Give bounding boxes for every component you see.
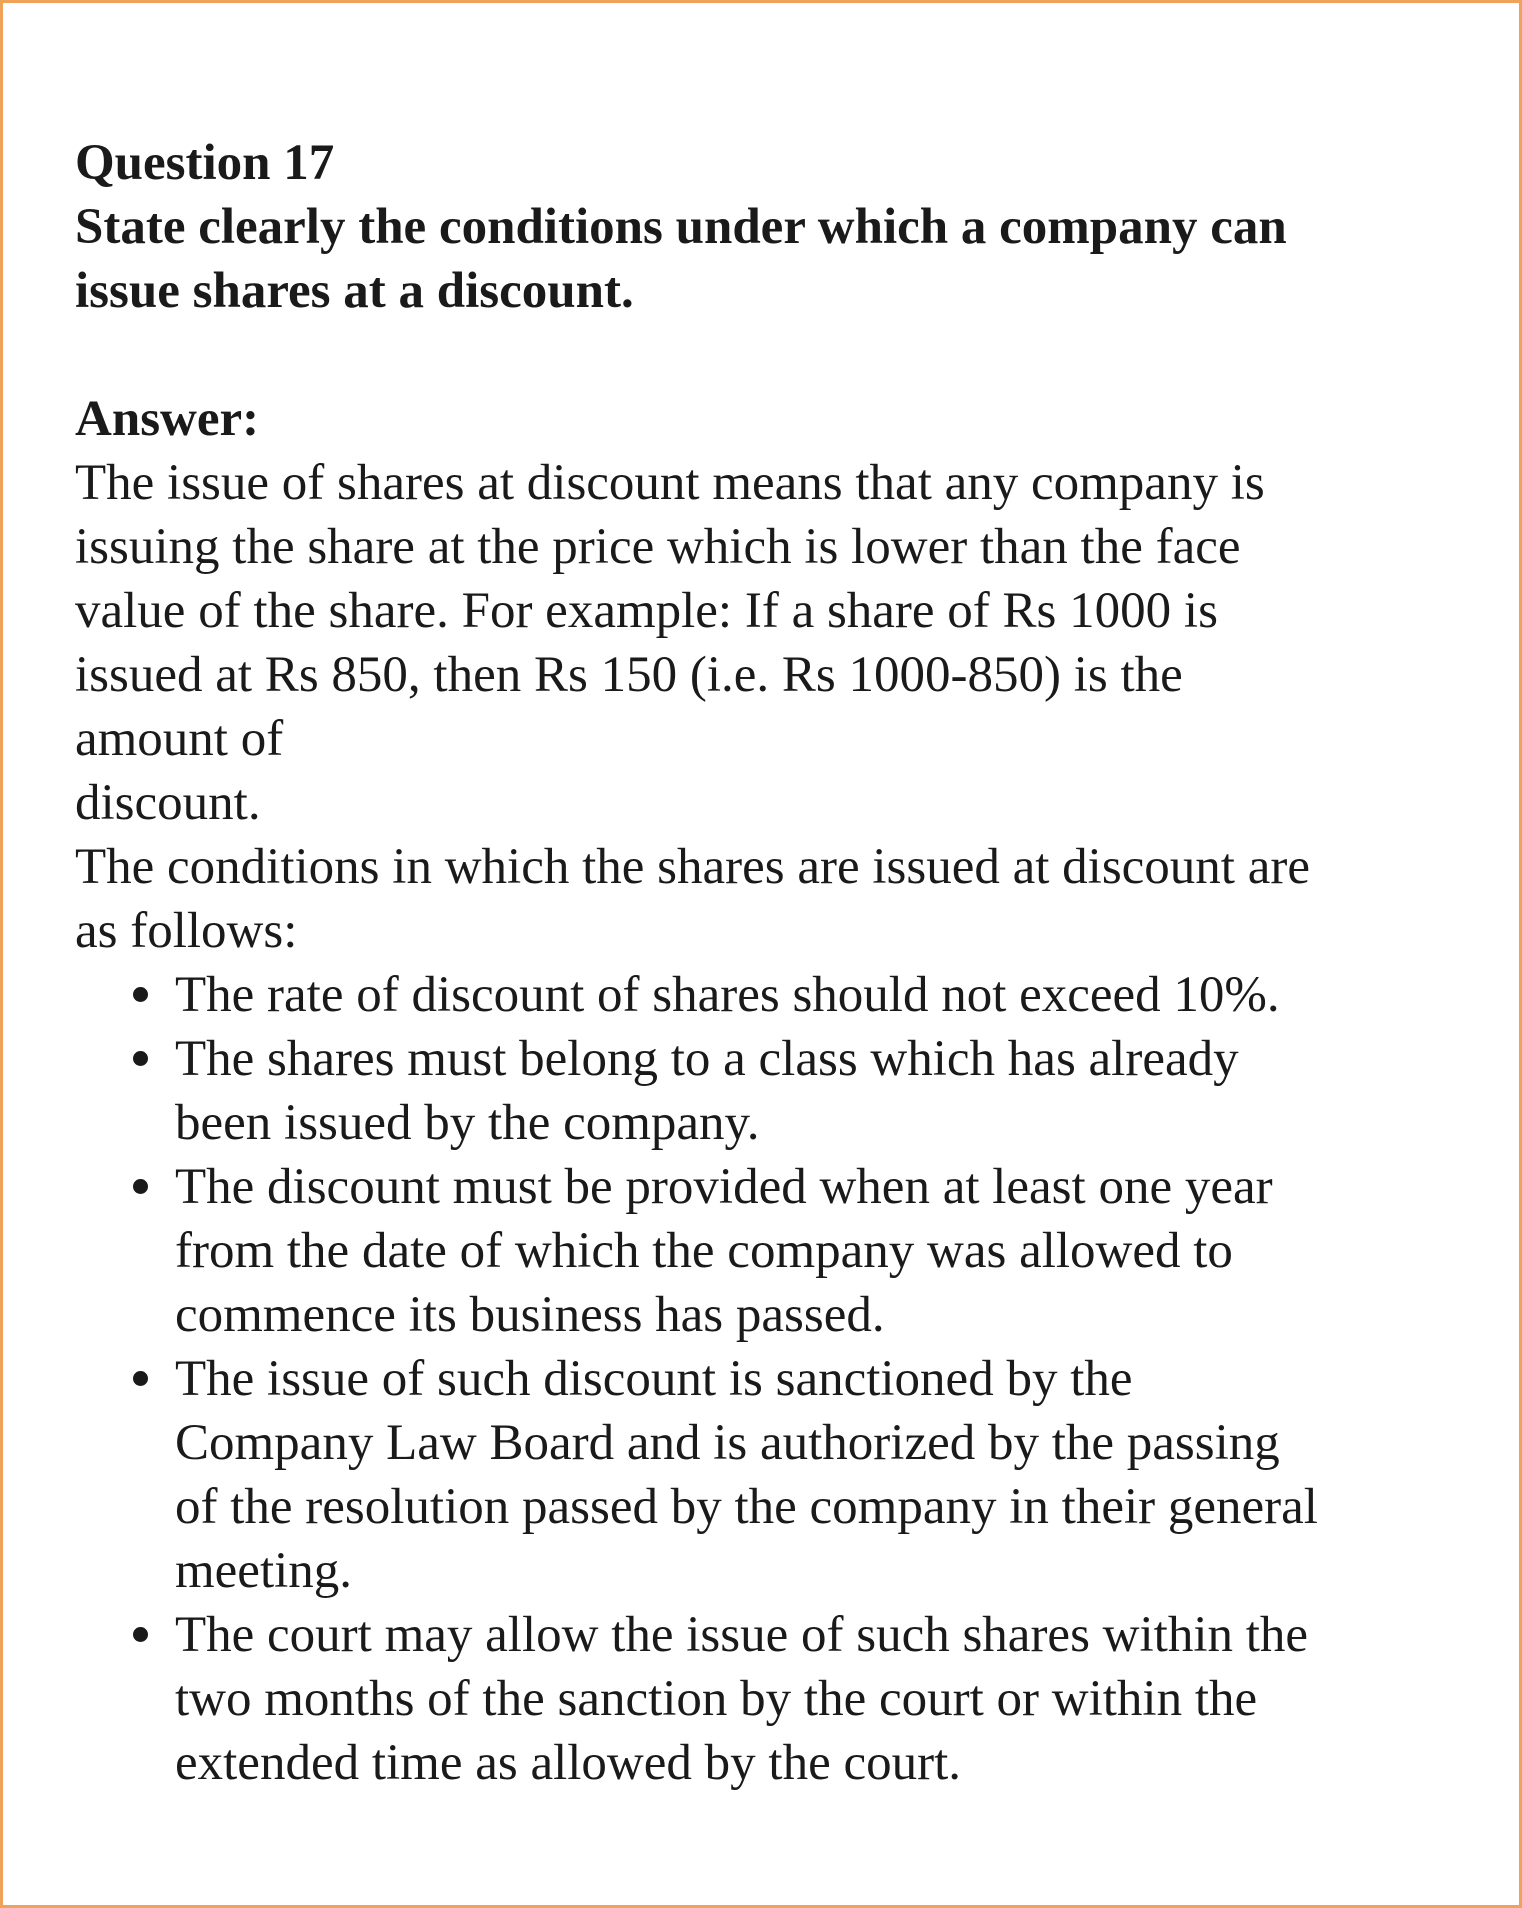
answer-intro-line: discount. xyxy=(75,775,261,831)
condition-line: of the resolution passed by the company in their general xyxy=(175,1479,1318,1535)
conditions-intro xyxy=(75,835,1435,963)
condition-line: Company Law Board and is authorized by the passing xyxy=(175,1415,1280,1471)
condition-line: from the date of which the company was allowed to xyxy=(175,1223,1233,1279)
answer-intro-paragraph xyxy=(75,451,1435,835)
condition-item xyxy=(75,1347,1435,1603)
bullet-icon xyxy=(133,1627,148,1642)
condition-item xyxy=(75,963,1435,1027)
document-content xyxy=(75,131,1435,1795)
question-text-line: issue shares at a discount. xyxy=(75,263,634,319)
answer-intro-line: issued at Rs 850, then Rs 150 (i.e. Rs 1000-850) is the xyxy=(75,647,1183,703)
condition-line: The shares must belong to a class which has already xyxy=(175,1031,1239,1087)
answer-intro-line: value of the share. For example: If a share of Rs 1000 is xyxy=(75,583,1218,639)
section-spacer xyxy=(75,323,1435,387)
condition-item xyxy=(75,1155,1435,1347)
answer-intro-line: amount of xyxy=(75,711,284,767)
condition-line: commence its business has passed. xyxy=(175,1287,885,1343)
question-text-line: State clearly the conditions under which a company can xyxy=(75,199,1287,255)
condition-line: meeting. xyxy=(175,1543,353,1599)
answer-label: Answer: xyxy=(75,391,260,447)
condition-line: The issue of such discount is sanctioned by the xyxy=(175,1351,1133,1407)
bullet-icon xyxy=(133,987,148,1002)
conditions-intro-line: as follows: xyxy=(75,903,298,959)
bullet-icon xyxy=(133,1051,148,1066)
question-number: Question 17 xyxy=(75,135,335,191)
answer-intro-line: The issue of shares at discount means that any company is xyxy=(75,455,1265,511)
condition-item xyxy=(75,1027,1435,1155)
answer-intro-line: issuing the share at the price which is lower than the face xyxy=(75,519,1241,575)
bullet-icon xyxy=(133,1179,148,1194)
conditions-list xyxy=(75,963,1435,1795)
condition-line: The rate of discount of shares should not exceed 10%. xyxy=(175,967,1280,1023)
condition-line: The court may allow the issue of such shares within the xyxy=(175,1607,1309,1663)
condition-line: extended time as allowed by the court. xyxy=(175,1735,961,1791)
conditions-intro-line: The conditions in which the shares are issued at discount are xyxy=(75,839,1310,895)
condition-line: two months of the sanction by the court or within the xyxy=(175,1671,1258,1727)
bullet-icon xyxy=(133,1371,148,1386)
question-text xyxy=(75,195,1435,323)
condition-line: The discount must be provided when at least one year xyxy=(175,1159,1273,1215)
condition-item xyxy=(75,1603,1435,1795)
condition-line: been issued by the company. xyxy=(175,1095,760,1151)
